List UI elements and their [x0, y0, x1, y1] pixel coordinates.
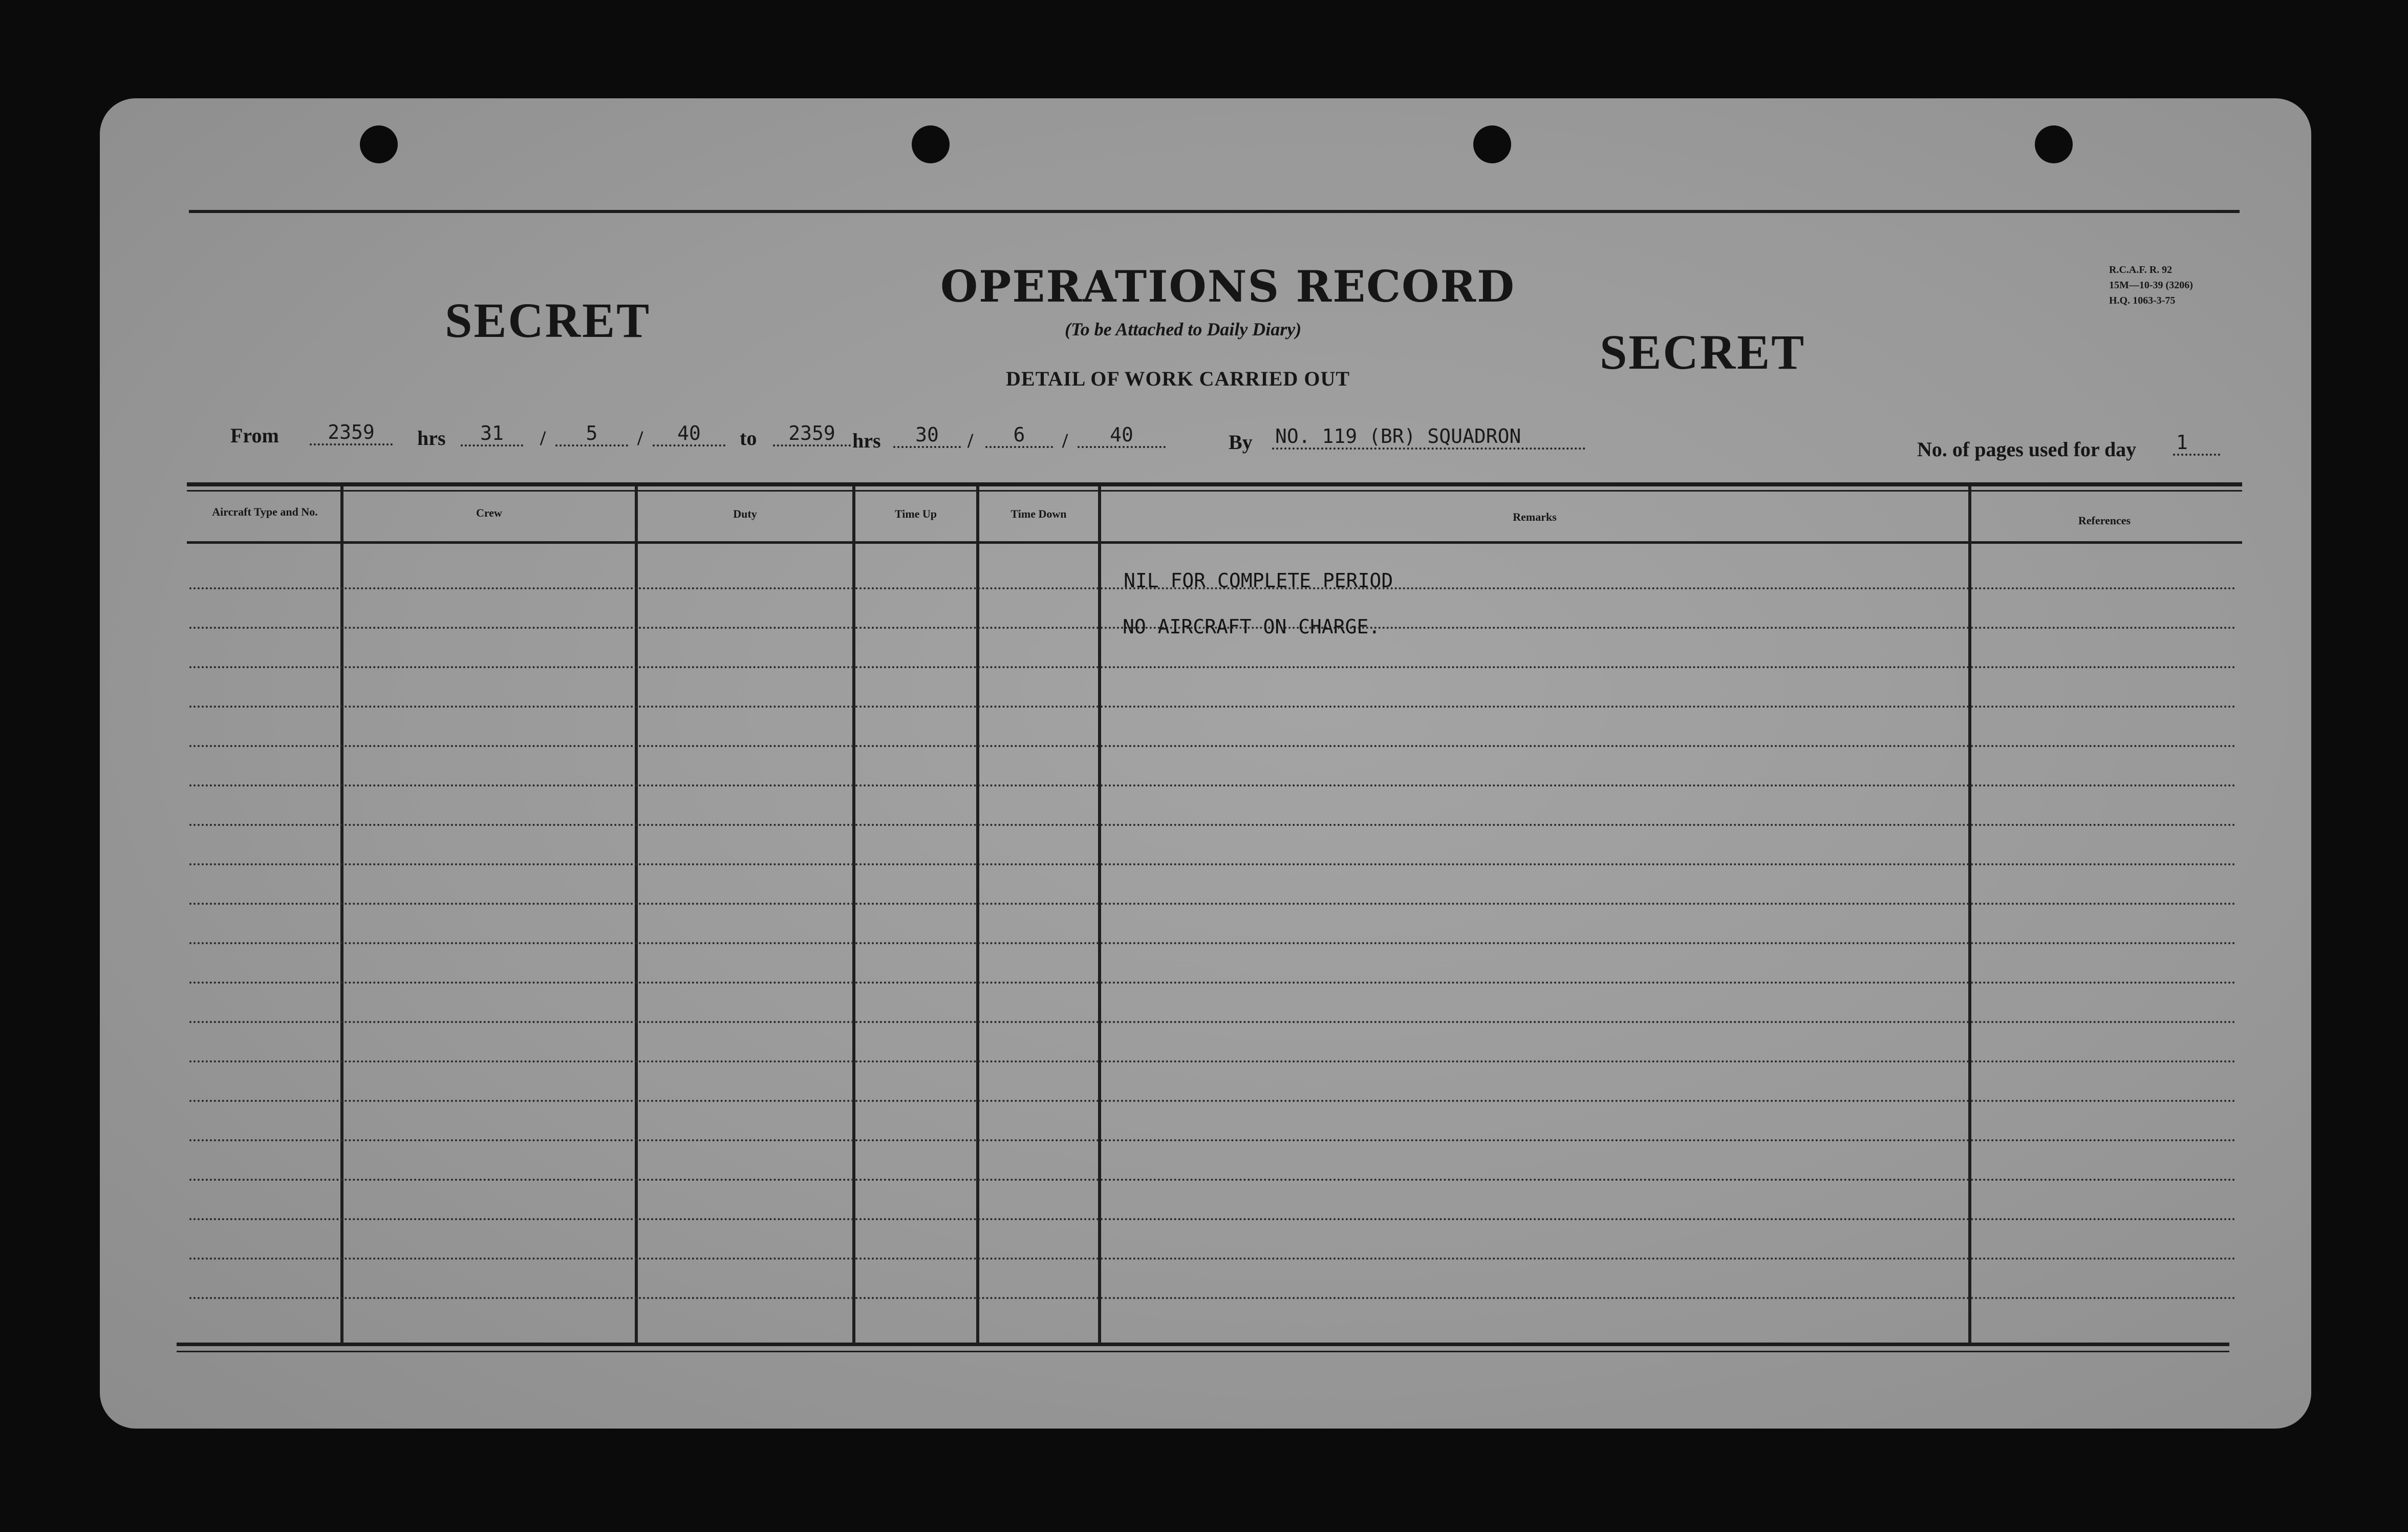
to-time-field: 2359: [773, 422, 851, 446]
column-divider: [852, 486, 855, 1344]
ruled-line: [189, 1297, 2237, 1299]
ruled-line: [189, 745, 2237, 747]
hrs-label: hrs: [417, 427, 446, 450]
ruled-line: [189, 942, 2237, 944]
by-label: By: [1229, 431, 1253, 454]
ruled-line: [189, 1179, 2237, 1181]
column-divider: [340, 486, 343, 1344]
ruled-line: [189, 1218, 2237, 1220]
table-bottom-rule-thin: [177, 1351, 2229, 1352]
column-divider: [1968, 486, 1971, 1344]
ruled-line: [189, 1258, 2237, 1260]
column-header-duty: Duty: [733, 507, 757, 520]
column-header-remarks: Remarks: [1513, 510, 1557, 523]
column-divider: [976, 486, 979, 1344]
column-header-references: References: [2078, 514, 2131, 527]
column-header-aircraft: Aircraft Type and No.: [212, 505, 318, 518]
secret-stamp-right: SECRET: [1600, 325, 1806, 379]
form-code: R.C.A.F. R. 92 15M—10-39 (3206) H.Q. 1063-3-75: [2109, 264, 2193, 306]
ruled-line: [189, 863, 2237, 865]
from-month-field: 5: [555, 422, 628, 446]
table-top-rule-thin: [187, 490, 2242, 492]
column-divider: [1098, 486, 1101, 1344]
ruled-line: [189, 1139, 2237, 1141]
to-label: to: [740, 427, 757, 450]
pages-label: No. of pages used for day: [1917, 438, 2137, 461]
hrs-label: hrs: [852, 429, 881, 452]
ruled-line: [189, 1021, 2237, 1023]
table-bottom-rule: [177, 1343, 2229, 1346]
ruled-line: [189, 903, 2237, 905]
ruled-line: [189, 784, 2237, 786]
ruled-line: [189, 706, 2237, 708]
ruled-line: [189, 1100, 2237, 1102]
column-header-time-down: Time Down: [1010, 507, 1067, 520]
punch-hole: [2035, 125, 2073, 163]
ruled-line: [189, 1060, 2237, 1062]
top-rule: [189, 210, 2240, 213]
ruled-line: [189, 666, 2237, 668]
punch-hole: [360, 125, 398, 163]
to-month-field: 6: [985, 423, 1053, 448]
slash: /: [1062, 429, 1068, 452]
punch-hole: [1473, 125, 1511, 163]
punch-hole: [912, 125, 950, 163]
ruled-line: [189, 982, 2237, 984]
from-time-field: 2359: [310, 421, 393, 445]
column-header-time-up: Time Up: [894, 507, 937, 520]
slash: /: [540, 427, 546, 450]
ruled-line: [189, 824, 2237, 826]
unit-field: NO. 119 (BR) SQUADRON: [1272, 425, 1585, 450]
to-year-field: 40: [1078, 423, 1166, 448]
form-title: OPERATIONS RECORD: [940, 261, 1515, 312]
from-day-field: 31: [461, 422, 523, 446]
slash: /: [967, 429, 974, 452]
column-divider: [635, 486, 638, 1344]
secret-stamp-left: SECRET: [445, 293, 651, 348]
slash: /: [637, 427, 643, 450]
operations-record-card: [100, 98, 2311, 1429]
pages-field: 1: [2173, 431, 2220, 456]
header-rule: [187, 541, 2242, 544]
from-label: From: [230, 424, 279, 447]
from-year-field: 40: [653, 422, 725, 446]
remark-line-2: NO AIRCRAFT ON CHARGE.: [1123, 615, 1381, 638]
form-subtitle: (To be Attached to Daily Diary): [1065, 319, 1302, 339]
to-day-field: 30: [893, 423, 961, 448]
column-header-crew: Crew: [476, 506, 502, 519]
form-detail-heading: DETAIL OF WORK CARRIED OUT: [1006, 367, 1350, 390]
remark-line-1: NIL FOR COMPLETE PERIOD: [1124, 569, 1393, 592]
table-top-rule: [187, 482, 2242, 486]
